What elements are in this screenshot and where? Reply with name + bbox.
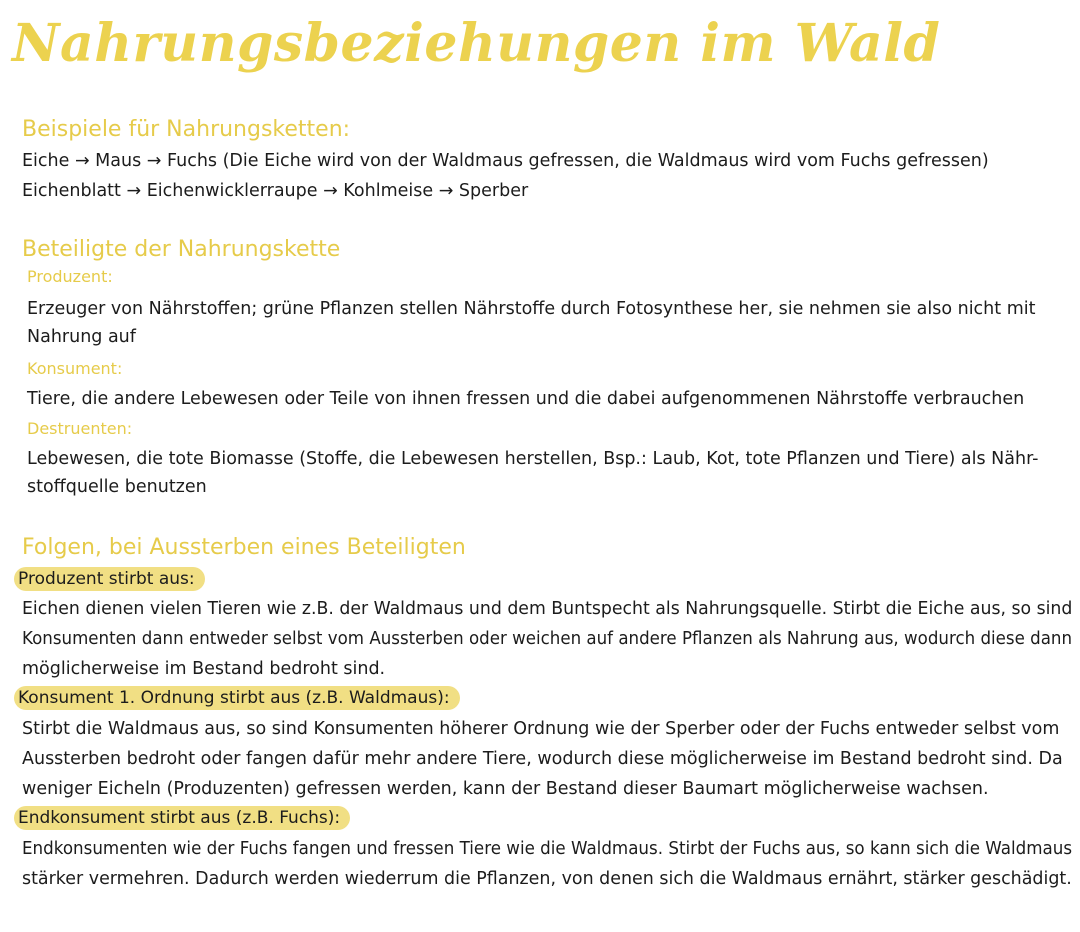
destruenten-text-line: stoffquelle benutzen (27, 477, 207, 497)
produzent-text-line: Nahrung auf (27, 327, 136, 347)
produzent-text-line: Erzeuger von Nährstoffen; grüne Pflanzen stellen Nährstoffe durch Fotosynthese her, sie nehmen sie also nicht mit (27, 299, 1036, 319)
konsument-folgen-line: weniger Eicheln (Produzenten) gefressen werden, kann der Bestand dieser Baumart möglicherweise wachsen. (22, 779, 989, 799)
konsument-folgen-line: Stirbt die Waldmaus aus, so sind Konsumenten höherer Ordnung wie der Sperber oder der Fuchs entweder selbst vom (22, 719, 1060, 739)
food-chain-1: Eiche → Maus → Fuchs (Die Eiche wird von der Waldmaus gefressen, die Waldmaus wird vom Fuchs gefressen) (22, 151, 989, 171)
section-heading-beispiele: Beispiele für Nahrungsketten: (22, 117, 351, 142)
section-heading-beteiligte: Beteiligte der Nahrungskette (22, 237, 341, 262)
destruenten-text-line: Lebewesen, die tote Biomasse (Stoffe, die Lebewesen herstellen, Bsp.: Laub, Kot, tote Pflanzen und Tiere) als Nähr- (27, 449, 1039, 469)
food-chain-2: Eichenblatt → Eichenwicklerraupe → Kohlmeise → Sperber (22, 181, 529, 201)
produzent-folgen-line: Konsumenten dann entweder selbst vom Aussterben oder weichen auf andere Pflanzen als Nahrung aus, wodurch diese dann (22, 629, 1073, 649)
label-produzent-stirbt-aus: Produzent stirbt aus: (14, 567, 205, 591)
page-title: Nahrungsbeziehungen im Wald (12, 13, 941, 74)
endkonsument-folgen-line: stärker vermehren. Dadurch werden wiederrum die Pflanzen, von denen sich die Waldmaus ernährt, stärker geschädigt. (22, 869, 1072, 889)
label-destruenten: Destruenten: (27, 419, 133, 438)
konsument-folgen-line: Aussterben bedroht oder fangen dafür mehr andere Tiere, wodurch diese möglicherweise im Bestand bedroht sind. Da (22, 749, 1063, 769)
produzent-folgen-line: Eichen dienen vielen Tieren wie z.B. der Waldmaus und dem Buntspecht als Nahrungsquelle. Stirbt die Eiche aus, so sind (22, 599, 1073, 619)
label-konsument: Konsument: (27, 359, 123, 378)
label-produzent: Produzent: (27, 267, 113, 286)
konsument-text-line: Tiere, die andere Lebewesen oder Teile von ihnen fressen und die dabei aufgenommenen Nährstoffe verbrauchen (27, 389, 1025, 409)
label-konsument-stirbt-aus: Konsument 1. Ordnung stirbt aus (z.B. Waldmaus): (14, 686, 460, 710)
produzent-folgen-line: möglicherweise im Bestand bedroht sind. (22, 659, 386, 679)
label-endkonsument-stirbt-aus: Endkonsument stirbt aus (z.B. Fuchs): (14, 806, 350, 830)
endkonsument-folgen-line: Endkonsumenten wie der Fuchs fangen und fressen Tiere wie die Waldmaus. Stirbt der Fuchs aus, so kann sich die Waldmaus (22, 839, 1073, 859)
section-heading-folgen: Folgen, bei Aussterben eines Beteiligten (22, 535, 466, 560)
